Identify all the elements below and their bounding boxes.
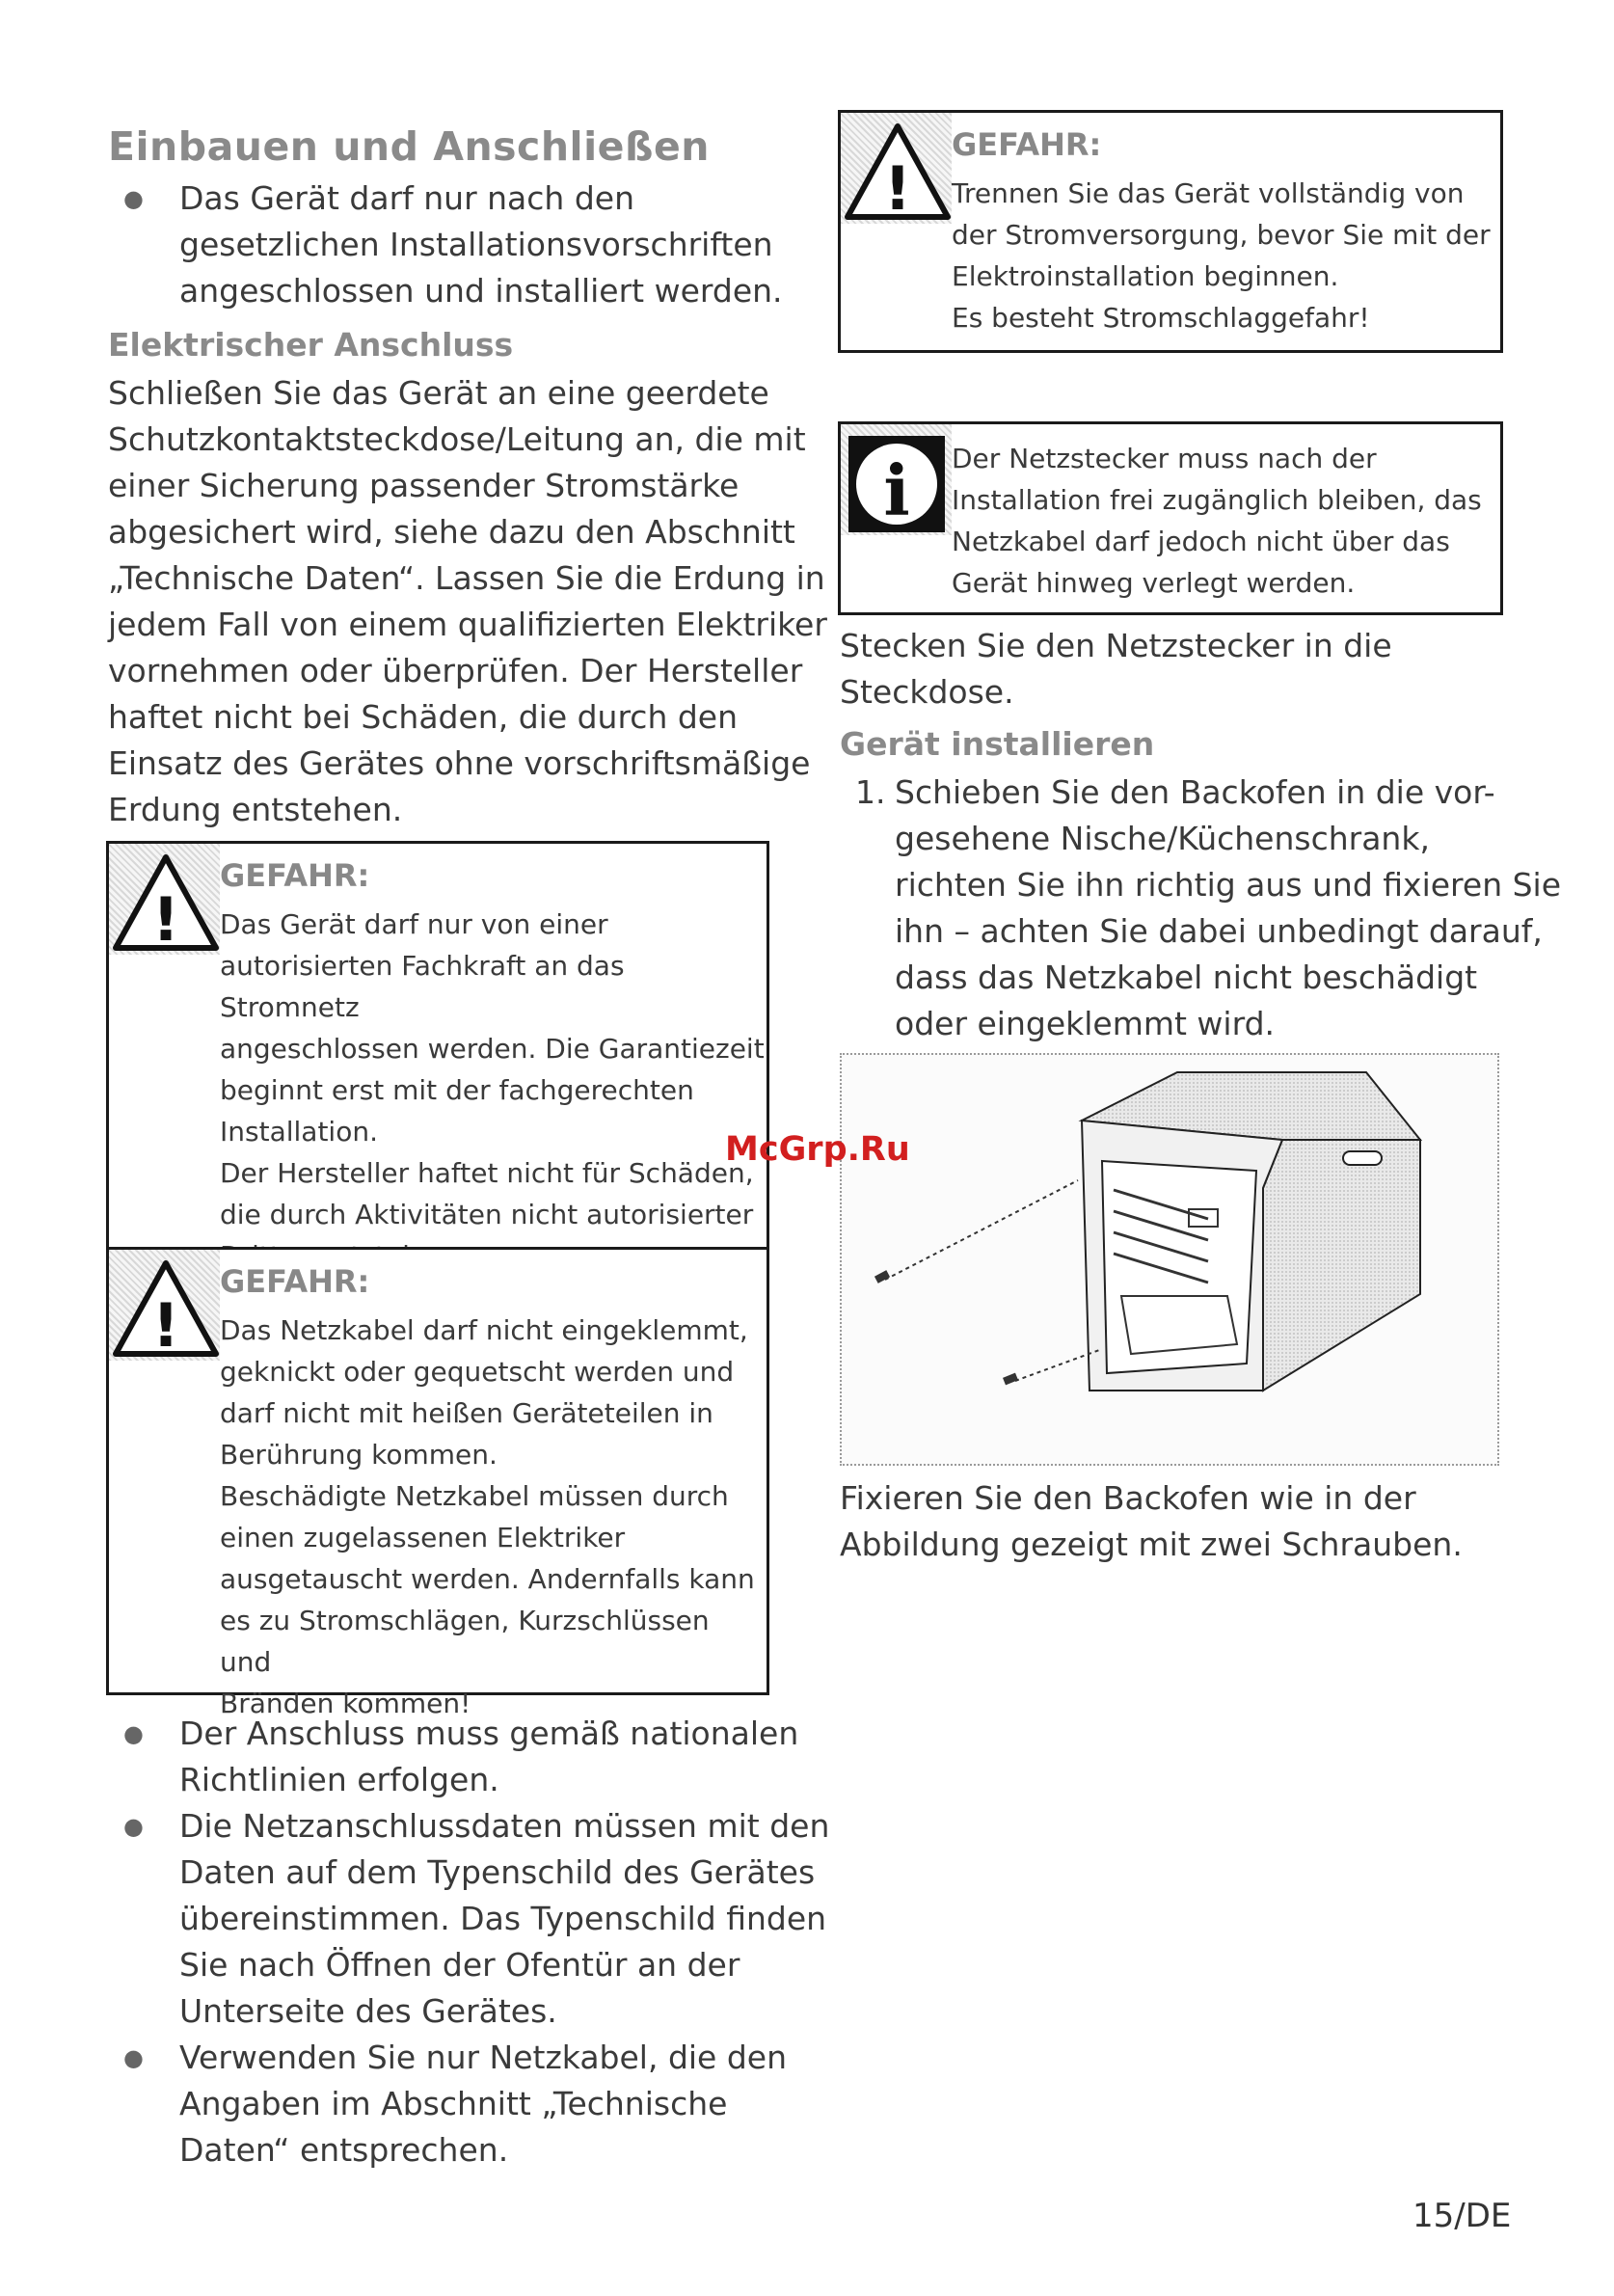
bullet-dot: ●: [123, 185, 144, 212]
install-heading: Gerät installieren: [840, 725, 1155, 763]
text-line: angeschlossen und installiert werden.: [179, 272, 783, 310]
bullet-national-guidelines: [179, 1711, 798, 1803]
warning-exclamation: !: [151, 1290, 180, 1358]
text-line: Daten auf dem Typenschild des Gerätes: [179, 1853, 816, 1891]
info-text: [952, 438, 1482, 604]
text-line: Steckdose.: [840, 673, 1014, 711]
text-line: Schutzkontaktsteckdose/Leitung an, die mit: [108, 420, 806, 458]
plug-instruction: [840, 623, 1392, 716]
warning-triangle-icon: [112, 853, 220, 952]
text-line: vornehmen oder überprüfen. Der Hersteller: [108, 652, 803, 689]
text-line: dass das Netzkabel nicht beschädigt: [895, 959, 1478, 996]
text-line: darf nicht mit heißen Geräteteilen in: [220, 1397, 713, 1429]
info-icon: [847, 434, 947, 534]
text-line: Die Netzanschlussdaten müssen mit den: [179, 1807, 830, 1845]
text-line: Stecken Sie den Netzstecker in die: [840, 627, 1392, 664]
text-line: Bränden kommen!: [220, 1688, 471, 1719]
text-line: richten Sie ihn richtig aus und fixieren Sie: [895, 866, 1562, 904]
section-heading: Einbauen und Anschließen: [108, 123, 710, 170]
info-box-plug-access: [838, 421, 1503, 615]
text-line: Elektroinstallation beginnen.: [952, 260, 1339, 292]
text-line: Das Netzkabel darf nicht eingeklemmt,: [220, 1314, 748, 1346]
text-line: Netzkabel darf jedoch nicht über das: [952, 526, 1450, 557]
text-line: jedem Fall von einem qualifizierten Elektriker: [108, 606, 827, 643]
danger-title: GEFAHR:: [952, 126, 1102, 163]
illustration-caption: [840, 1475, 1463, 1568]
text-line: angeschlossen werden. Die Garantiezeit: [220, 1033, 765, 1065]
text-line: ausgetauscht werden. Andernfalls kann: [220, 1563, 755, 1595]
warning-exclamation: !: [883, 153, 912, 221]
text-line: einer Sicherung passender Stromstärke: [108, 467, 740, 504]
text-line: geknickt oder gequetscht werden und: [220, 1356, 735, 1388]
electrical-connection-heading: Elektrischer Anschluss: [108, 326, 514, 364]
text-line: Schließen Sie das Gerät an eine geerdete: [108, 374, 769, 412]
text-line: gesehene Nische/Küchenschrank,: [895, 820, 1430, 857]
warning-triangle-icon: [112, 1259, 220, 1358]
text-line: es zu Stromschlägen, Kurzschlüssen und: [220, 1605, 710, 1678]
text-line: Der Hersteller haftet nicht für Schäden,: [220, 1157, 754, 1189]
text-line: abgesichert wird, siehe dazu den Abschnitt: [108, 513, 795, 551]
warning-box-authorized-installation: [106, 841, 769, 1250]
electrical-connection-paragraph: [108, 370, 827, 833]
bullet-dot: ●: [123, 1813, 144, 1840]
bullet-power-cable-spec: [179, 2035, 787, 2174]
text-line: Daten“ entsprechen.: [179, 2131, 509, 2169]
text-line: Installation.: [220, 1116, 378, 1148]
watermark: McGrp.Ru: [725, 1130, 910, 1169]
text-line: Schieben Sie den Backofen in die vor-: [895, 773, 1495, 811]
text-line: Installation frei zugänglich bleiben, das: [952, 484, 1482, 516]
text-line: Unterseite des Gerätes.: [179, 1992, 557, 2030]
danger-box-disconnect-power: [838, 110, 1503, 353]
page-number: 15/DE: [1412, 2197, 1512, 2235]
text-line: oder eingeklemmt wird.: [895, 1005, 1276, 1042]
danger-text: [952, 173, 1491, 338]
text-line: Angaben im Abschnitt „Technische: [179, 2085, 728, 2122]
warning-box-power-cable: [106, 1247, 769, 1719]
text-line: beginnt erst mit der fachgerechten: [220, 1074, 694, 1106]
text-line: der Stromversorgung, bevor Sie mit der: [952, 219, 1491, 251]
text-line: ihn – achten Sie dabei unbedingt darauf,: [895, 912, 1543, 950]
text-line: haftet nicht bei Schäden, die durch den: [108, 698, 739, 736]
intro-bullet-text: [179, 176, 783, 314]
text-line: Berührung kommen.: [220, 1439, 498, 1471]
text-line: Erdung entstehen.: [108, 791, 403, 828]
text-line: Beschädigte Netzkabel müssen durch: [220, 1480, 729, 1512]
text-line: Der Netzstecker muss nach der: [952, 443, 1377, 474]
text-line: Verwenden Sie nur Netzkabel, die den: [179, 2039, 788, 2076]
warning-triangle-icon: [844, 122, 952, 221]
info-letter: i: [883, 449, 910, 531]
text-line: Das Gerät darf nur von einer: [220, 908, 608, 940]
text-line: übereinstimmen. Das Typenschild finden: [179, 1900, 827, 1937]
text-line: Der Anschluss muss gemäß nationalen: [179, 1715, 799, 1752]
bullet-rating-plate: [179, 1803, 829, 2035]
text-line: Einsatz des Gerätes ohne vorschriftsmäßige: [108, 744, 811, 782]
text-line: Gerät hinweg verlegt werden.: [952, 567, 1356, 599]
oven-installation-illustration: [840, 1053, 1499, 1466]
text-line: Sie nach Öffnen der Ofentür an der: [179, 1946, 740, 1984]
text-line: Fixieren Sie den Backofen wie in der: [840, 1479, 1416, 1517]
text-line: Abbildung gezeigt mit zwei Schrauben.: [840, 1526, 1463, 1563]
text-line: Es besteht Stromschlaggefahr!: [952, 302, 1370, 334]
bullet-dot: ●: [123, 2044, 144, 2071]
warning-exclamation: !: [151, 884, 180, 952]
text-line: Trennen Sie das Gerät vollständig von: [952, 177, 1465, 209]
text-line: Richtlinien erfolgen.: [179, 1761, 499, 1798]
warning-text: [220, 1310, 767, 1724]
warning-title: GEFAHR:: [220, 857, 370, 894]
step-text: [895, 770, 1561, 1047]
text-line: gesetzlichen Installationsvorschriften: [179, 226, 773, 263]
text-line: Das Gerät darf nur nach den: [179, 179, 634, 217]
text-line: „Technische Daten“. Lassen Sie die Erdung in: [108, 559, 825, 597]
oven-drawing: [842, 1055, 1497, 1464]
text-line: autorisierten Fachkraft an das Stromnetz: [220, 950, 625, 1023]
warning-text: [220, 904, 767, 1277]
text-line: die durch Aktivitäten nicht autorisierter: [220, 1199, 754, 1230]
warning-title: GEFAHR:: [220, 1263, 370, 1300]
step-number: 1.: [855, 773, 886, 811]
text-line: einen zugelassenen Elektriker: [220, 1522, 626, 1553]
bullet-dot: ●: [123, 1720, 144, 1747]
